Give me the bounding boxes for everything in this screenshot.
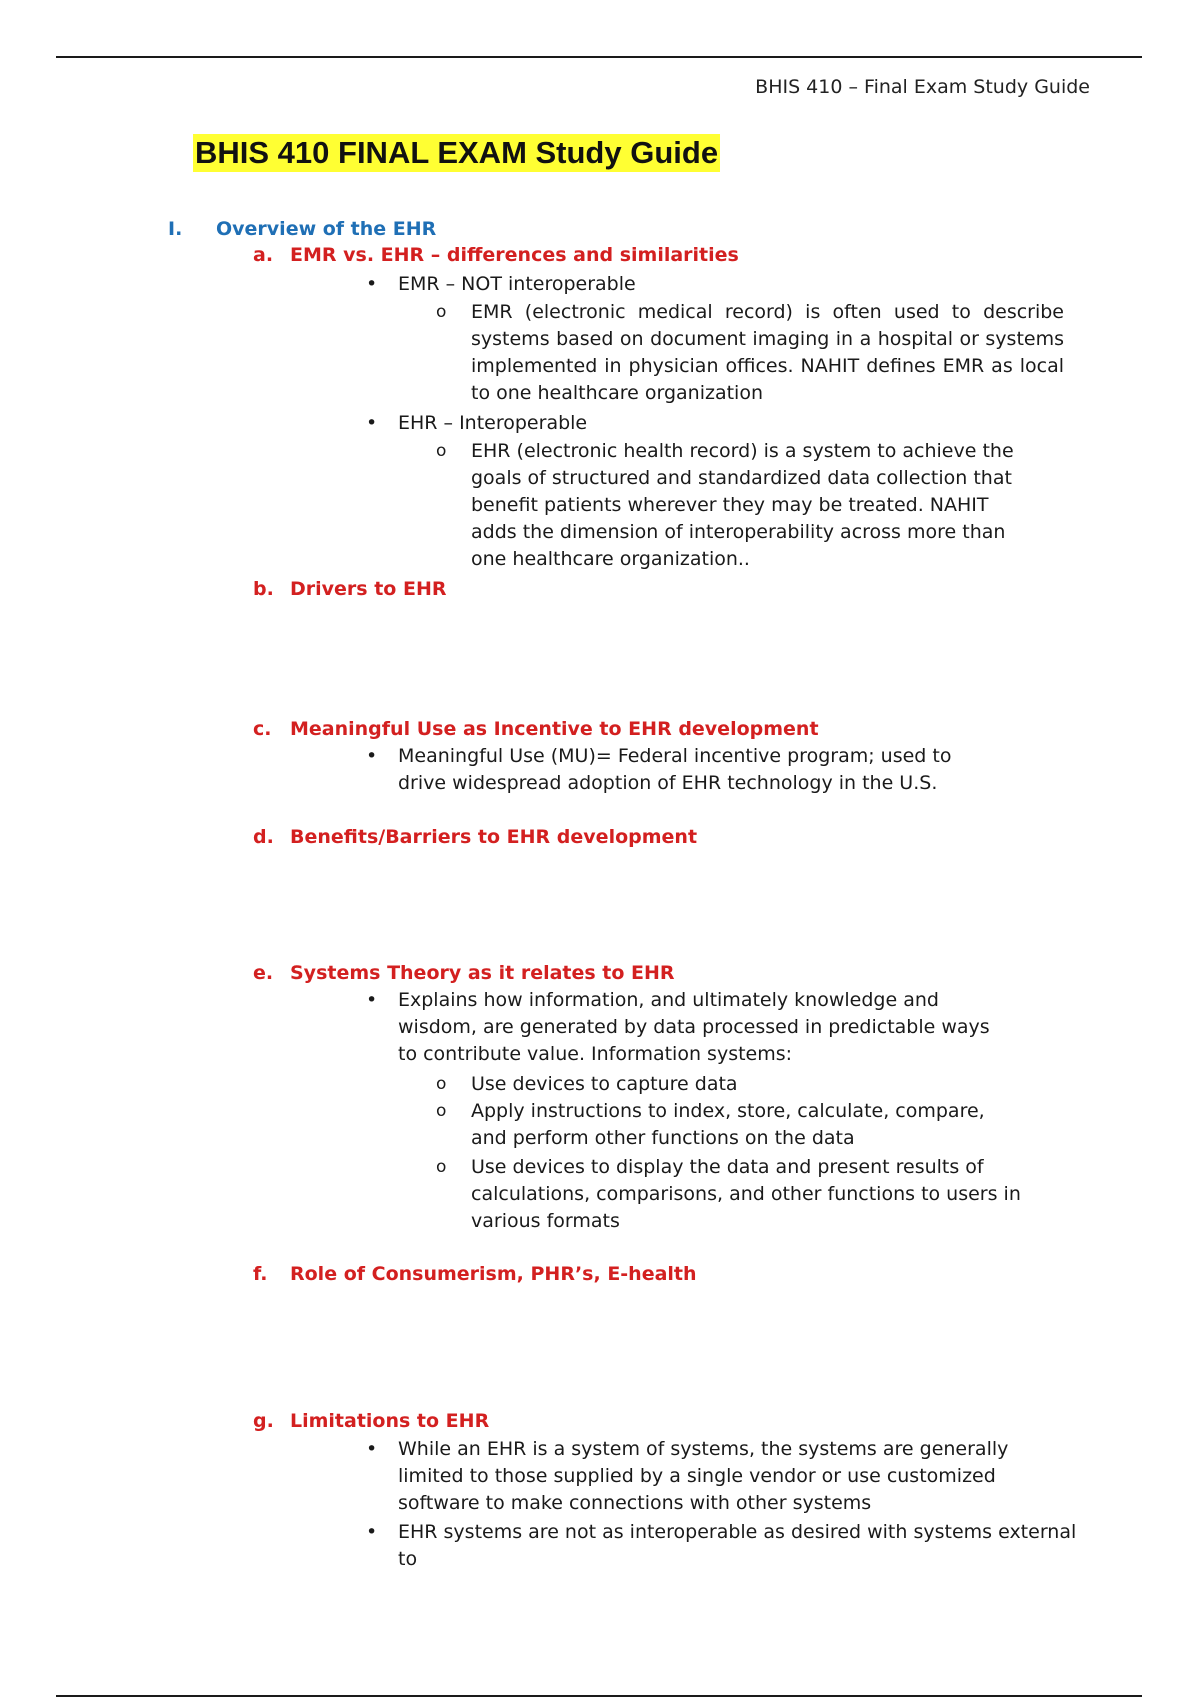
bullet-text: Meaningful Use (MU)= Federal incentive program; used to drive widespread adoption of EHR technology in the U.S. <box>398 745 952 794</box>
bullet-text: EHR (electronic health record) is a system to achieve the goals of structured and standardized data collection that benefit patients wherever they may be treated. NAHIT adds the dimension of interoperability across more than one healthcare organization.. <box>471 440 1014 570</box>
list-item <box>436 299 1064 407</box>
hollow-bullet-icon: o <box>436 302 447 322</box>
list-item <box>366 743 986 797</box>
hollow-bullet-icon: o <box>436 1101 447 1121</box>
document-title: BHIS 410 FINAL EXAM Study Guide <box>195 135 719 170</box>
subsection-d-heading <box>253 826 697 848</box>
subsection-letter: e. <box>253 962 274 984</box>
bullet-text: Explains how information, and ultimately knowledge and wisdom, are generated by data processed in predictable ways to contribute value. Information systems: <box>398 989 990 1065</box>
subsection-g-heading <box>253 1410 489 1432</box>
section-number: I. <box>168 218 183 240</box>
bullet-text: Use devices to capture data <box>471 1073 738 1095</box>
subsection-title: Drivers to EHR <box>290 578 447 600</box>
bullet-icon: • <box>366 412 378 434</box>
bullet-text: EMR – NOT interoperable <box>398 273 636 295</box>
bullet-icon: • <box>366 1438 378 1460</box>
bullet-text: EHR systems are not as interoperable as desired with systems external to <box>398 1521 1077 1570</box>
subsection-title: Limitations to EHR <box>290 1410 490 1432</box>
list-item <box>366 1519 1086 1573</box>
subsection-letter: b. <box>253 578 274 600</box>
list-item <box>436 1154 1056 1235</box>
bullet-text: EHR – Interoperable <box>398 412 588 434</box>
bullet-icon: • <box>366 1521 378 1543</box>
bullet-text: Use devices to display the data and present results of calculations, comparisons, and other functions to users in various formats <box>471 1156 1021 1232</box>
bullet-icon: • <box>366 745 378 767</box>
list-item <box>366 1436 1046 1517</box>
subsection-b-heading <box>253 578 446 600</box>
list-item <box>436 1071 1064 1098</box>
bullet-icon: • <box>366 273 378 295</box>
list-item <box>436 438 1036 573</box>
bullet-icon: • <box>366 989 378 1011</box>
list-item <box>366 410 1066 437</box>
subsection-letter: g. <box>253 1410 274 1432</box>
footer-rule <box>56 1695 1142 1697</box>
subsection-c-heading <box>253 718 819 740</box>
section-heading <box>168 218 436 240</box>
list-item <box>436 1098 1006 1152</box>
bullet-text: Apply instructions to index, store, calculate, compare, and perform other functions on the data <box>471 1100 985 1149</box>
subsection-letter: c. <box>253 718 272 740</box>
subsection-title: Systems Theory as it relates to EHR <box>290 962 675 984</box>
list-item <box>366 271 1066 298</box>
subsection-title: Benefits/Barriers to EHR development <box>290 826 698 848</box>
subsection-letter: f. <box>253 1263 268 1285</box>
subsection-f-heading <box>253 1263 697 1285</box>
running-header: BHIS 410 – Final Exam Study Guide <box>755 76 1090 98</box>
subsection-title: EMR vs. EHR – differences and similarities <box>290 244 739 266</box>
list-item <box>366 987 1006 1068</box>
subsection-e-heading <box>253 962 675 984</box>
bullet-text: While an EHR is a system of systems, the systems are generally limited to those supplied by a single vendor or use customized software to make connections with other systems <box>398 1438 1009 1514</box>
hollow-bullet-icon: o <box>436 1157 447 1177</box>
header-rule <box>56 56 1142 58</box>
subsection-letter: d. <box>253 826 274 848</box>
bullet-text: EMR (electronic medical record) is often used to describe systems based on document imaging in a hospital or systems implemented in physician offices. NAHIT defines EMR as local to one healthcare organization <box>471 301 1064 404</box>
section-title: Overview of the EHR <box>216 218 437 240</box>
hollow-bullet-icon: o <box>436 1074 447 1094</box>
subsection-title: Role of Consumerism, PHR’s, E-health <box>290 1263 697 1285</box>
hollow-bullet-icon: o <box>436 441 447 461</box>
subsection-letter: a. <box>253 244 274 266</box>
subsection-a-heading <box>253 244 739 266</box>
subsection-title: Meaningful Use as Incentive to EHR development <box>290 718 819 740</box>
